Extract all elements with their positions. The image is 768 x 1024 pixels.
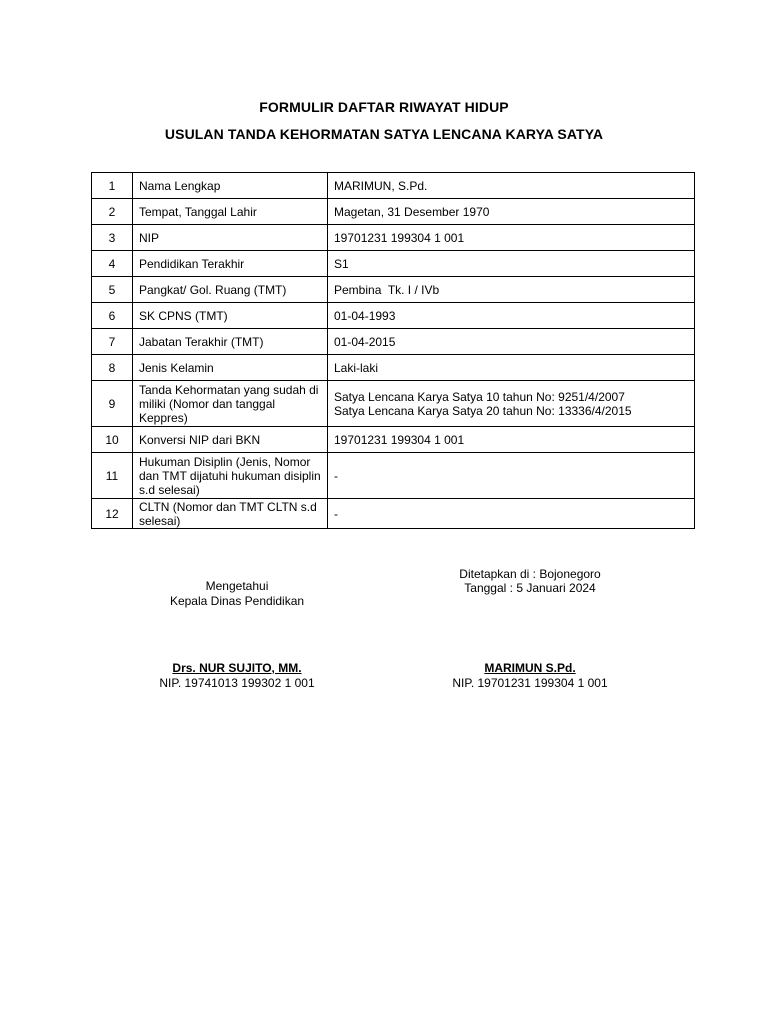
row-value: MARIMUN, S.Pd. (328, 173, 695, 199)
row-label: Pangkat/ Gol. Ruang (TMT) (133, 277, 328, 303)
row-value: 01-04-2015 (328, 329, 695, 355)
table-row (92, 329, 695, 355)
row-label: Tanda Kehormatan yang sudah di miliki (Nomor dan tanggal Keppres) (133, 381, 328, 427)
issued-date: Tanggal : 5 Januari 2024 (464, 581, 596, 595)
acknowledged-label: Mengetahui (205, 579, 269, 593)
row-label: Pendidikan Terakhir (133, 251, 328, 277)
table-row (92, 199, 695, 225)
table-row (92, 355, 695, 381)
biodata-table (91, 172, 695, 529)
row-value: 19701231 199304 1 001 (328, 427, 695, 453)
row-label: Jabatan Terakhir (TMT) (133, 329, 328, 355)
signer-position: Kepala Dinas Pendidikan (169, 594, 305, 608)
row-label: NIP (133, 225, 328, 251)
row-number: 7 (92, 329, 133, 355)
form-title: FORMULIR DAFTAR RIWAYAT HIDUP (259, 99, 509, 115)
row-number: 1 (92, 173, 133, 199)
row-number: 8 (92, 355, 133, 381)
left-signer-nip: NIP. 19741013 199302 1 001 (159, 676, 315, 690)
right-signer-nip: NIP. 19701231 199304 1 001 (452, 676, 608, 690)
row-value: S1 (328, 251, 695, 277)
row-value: Magetan, 31 Desember 1970 (328, 199, 695, 225)
table-row (92, 251, 695, 277)
issued-place: Ditetapkan di : Bojonegoro (459, 567, 601, 581)
row-value: Pembina Tk. I / IVb (328, 277, 695, 303)
row-number: 10 (92, 427, 133, 453)
row-number: 5 (92, 277, 133, 303)
table-row (92, 277, 695, 303)
table-row (92, 427, 695, 453)
table-row (92, 303, 695, 329)
row-label: Jenis Kelamin (133, 355, 328, 381)
row-value: Laki-laki (328, 355, 695, 381)
row-number: 3 (92, 225, 133, 251)
row-value: - (328, 499, 695, 529)
row-number: 4 (92, 251, 133, 277)
row-value: 01-04-1993 (328, 303, 695, 329)
row-number: 6 (92, 303, 133, 329)
left-signer-name: Drs. NUR SUJITO, MM. (172, 661, 302, 675)
table-row (92, 499, 695, 529)
row-label: Konversi NIP dari BKN (133, 427, 328, 453)
table-row (92, 173, 695, 199)
row-label: Hukuman Disiplin (Jenis, Nomor dan TMT dijatuhi hukuman disiplin s.d selesai) (133, 453, 328, 499)
row-value: Satya Lencana Karya Satya 10 tahun No: 9251/4/2007 Satya Lencana Karya Satya 20 tahun No: 13336/4/2015 (328, 381, 695, 427)
row-number: 12 (92, 499, 133, 529)
row-value: 19701231 199304 1 001 (328, 225, 695, 251)
right-signer-name: MARIMUN S.Pd. (484, 661, 576, 675)
table-row (92, 453, 695, 499)
row-label: SK CPNS (TMT) (133, 303, 328, 329)
row-number: 11 (92, 453, 133, 499)
row-label: Tempat, Tanggal Lahir (133, 199, 328, 225)
row-number: 9 (92, 381, 133, 427)
row-value: - (328, 453, 695, 499)
form-subtitle: USULAN TANDA KEHORMATAN SATYA LENCANA KARYA SATYA (164, 126, 604, 142)
row-number: 2 (92, 199, 133, 225)
row-label: Nama Lengkap (133, 173, 328, 199)
row-label: CLTN (Nomor dan TMT CLTN s.d selesai) (133, 499, 328, 529)
table-row (92, 381, 695, 427)
table-row (92, 225, 695, 251)
